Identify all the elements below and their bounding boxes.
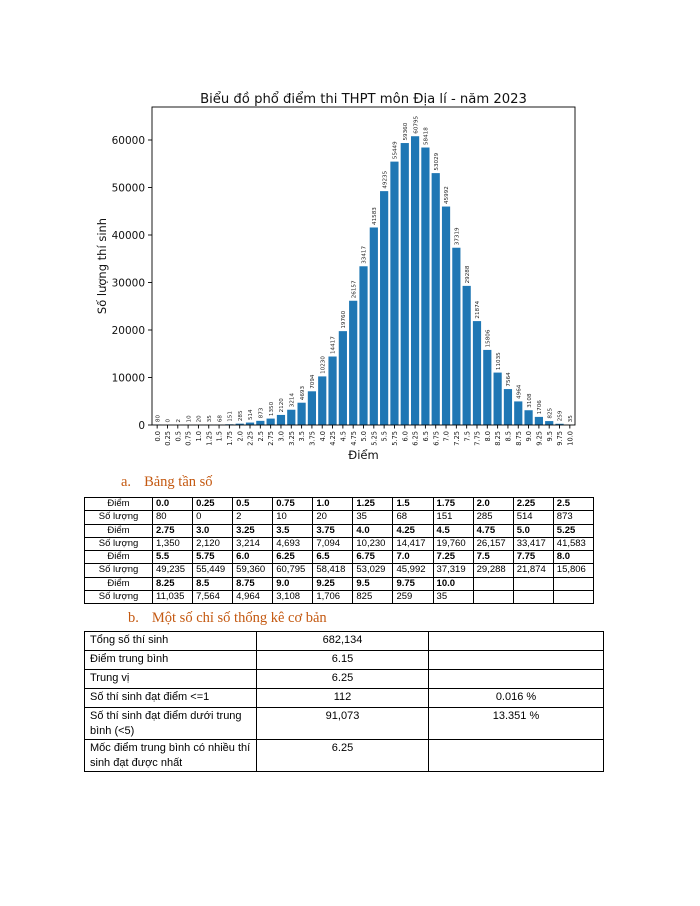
bar-value-label: 285 xyxy=(237,410,244,422)
table-cell: 3,108 xyxy=(273,591,313,604)
stats-percent-cell: 0.016 % xyxy=(429,689,604,708)
x-axis-label: Điểm xyxy=(348,448,379,462)
x-tick-label: 2.5 xyxy=(256,431,265,442)
score-distribution-figure xyxy=(85,88,590,468)
table-cell: 2 xyxy=(233,511,273,524)
bar-value-label: 26157 xyxy=(351,280,358,299)
bar xyxy=(277,415,285,425)
table-row xyxy=(85,524,594,537)
x-tick-label: 0.25 xyxy=(164,431,173,446)
x-tick-label: 4.25 xyxy=(329,431,338,446)
table-cell: 9.0 xyxy=(273,577,313,590)
chart-title: Biểu đồ phổ điểm thi THPT môn Địa lí - năm 2023 xyxy=(200,92,527,107)
bar-value-label: 11035 xyxy=(495,352,502,371)
x-tick-label: 3.5 xyxy=(298,431,307,442)
stats-percent-cell xyxy=(429,670,604,689)
table-cell: 3.0 xyxy=(193,524,233,537)
table-cell: 4.25 xyxy=(393,524,433,537)
x-tick-label: 1.5 xyxy=(215,431,224,442)
x-tick-label: 7.0 xyxy=(442,431,451,442)
table-cell: 15,806 xyxy=(553,564,593,577)
row-header-cell: Điểm xyxy=(85,498,153,511)
table-row xyxy=(85,651,604,670)
stats-value-cell: 6.25 xyxy=(257,670,429,689)
y-tick-label: 20000 xyxy=(111,324,145,337)
bar xyxy=(463,286,471,425)
y-axis-label: Số lượng thí sinh xyxy=(95,217,109,315)
x-tick-label: 7.75 xyxy=(473,431,482,446)
table-cell: 7.75 xyxy=(513,551,553,564)
stats-table-body xyxy=(85,632,604,772)
table-cell: 60,795 xyxy=(273,564,313,577)
table-cell: 3,214 xyxy=(233,537,273,550)
bar xyxy=(256,421,264,425)
table-cell: 4.5 xyxy=(433,524,473,537)
bar xyxy=(328,357,336,425)
bar-value-label: 1350 xyxy=(268,401,275,417)
bar xyxy=(483,350,491,425)
x-tick-label: 2.75 xyxy=(267,431,276,446)
row-header-cell: Số lượng xyxy=(85,537,153,550)
x-tick-label: 6.0 xyxy=(401,431,410,442)
table-cell: 59,360 xyxy=(233,564,273,577)
section-a-heading xyxy=(121,474,213,491)
table-cell: 259 xyxy=(393,591,433,604)
table-cell: 0.25 xyxy=(193,498,233,511)
stats-value-cell: 682,134 xyxy=(257,632,429,651)
bar-value-label: 7564 xyxy=(506,372,513,387)
table-cell: 10,230 xyxy=(353,537,393,550)
x-tick-label: 7.25 xyxy=(452,431,461,446)
stats-percent-cell xyxy=(429,632,604,651)
x-tick-label: 3.75 xyxy=(308,431,317,446)
frequency-table-body xyxy=(85,498,594,604)
bar xyxy=(504,389,512,425)
stats-value-cell: 6.15 xyxy=(257,651,429,670)
table-cell: 7.0 xyxy=(393,551,433,564)
x-tick-label: 1.25 xyxy=(205,431,214,446)
row-header-cell: Điểm xyxy=(85,551,153,564)
bar xyxy=(494,373,502,425)
row-header-cell: Số lượng xyxy=(85,511,153,524)
x-tick-label: 9.0 xyxy=(525,431,534,442)
table-cell: 5.75 xyxy=(193,551,233,564)
bar xyxy=(452,248,460,425)
bar xyxy=(514,401,522,425)
table-cell xyxy=(553,591,593,604)
table-cell: 19,760 xyxy=(433,537,473,550)
table-cell: 6.25 xyxy=(273,551,313,564)
table-row xyxy=(85,498,594,511)
table-cell xyxy=(553,577,593,590)
bar-value-label: 7094 xyxy=(310,374,317,389)
stats-label-cell: Tổng số thí sinh xyxy=(85,632,257,651)
bar-value-label: 19760 xyxy=(341,310,348,329)
bar-value-label: 825 xyxy=(547,407,554,419)
table-row xyxy=(85,670,604,689)
table-cell: 2.5 xyxy=(553,498,593,511)
table-row xyxy=(85,511,594,524)
x-tick-label: 0.75 xyxy=(184,431,193,446)
x-tick-label: 6.5 xyxy=(422,431,431,442)
bar xyxy=(432,173,440,425)
bar-value-label: 1706 xyxy=(537,400,544,415)
x-tick-label: 9.5 xyxy=(545,431,554,442)
table-row xyxy=(85,551,594,564)
stats-label-cell: Mốc điểm trung bình có nhiều thí sinh đạt được nhất xyxy=(85,740,257,772)
table-cell: 7,094 xyxy=(313,537,353,550)
table-cell: 151 xyxy=(433,511,473,524)
stats-value-cell: 6.25 xyxy=(257,740,429,772)
stats-table xyxy=(84,631,604,772)
bar-value-label: 151 xyxy=(227,411,234,422)
bar xyxy=(267,419,275,425)
bar-value-label: 59360 xyxy=(402,122,409,141)
table-row xyxy=(85,564,594,577)
bar xyxy=(421,148,429,425)
x-tick-label: 5.25 xyxy=(370,431,379,446)
bar xyxy=(535,417,543,425)
table-cell: 7.25 xyxy=(433,551,473,564)
table-cell: 1,350 xyxy=(153,537,193,550)
x-tick-label: 8.0 xyxy=(483,431,492,442)
stats-percent-cell: 13.351 % xyxy=(429,708,604,740)
table-row xyxy=(85,689,604,708)
x-tick-label: 5.0 xyxy=(360,431,369,442)
bar xyxy=(401,143,409,425)
score-distribution-chart xyxy=(85,88,590,468)
table-cell: 7.5 xyxy=(473,551,513,564)
bar-value-label: 873 xyxy=(258,407,265,419)
bar-value-label: 58418 xyxy=(423,127,430,146)
x-tick-label: 8.25 xyxy=(494,431,503,446)
x-tick-label: 5.5 xyxy=(380,431,389,442)
table-cell: 7,564 xyxy=(193,591,233,604)
table-cell: 35 xyxy=(353,511,393,524)
x-tick-label: 0.5 xyxy=(174,431,183,442)
table-row xyxy=(85,591,594,604)
y-tick-label: 50000 xyxy=(111,182,145,195)
bar-value-label: 20 xyxy=(196,415,203,423)
bar xyxy=(370,227,378,425)
table-cell: 873 xyxy=(553,511,593,524)
bar-value-label: 4964 xyxy=(516,384,523,399)
table-row xyxy=(85,740,604,772)
bar-value-label: 29288 xyxy=(464,265,471,284)
bar-value-label: 68 xyxy=(217,415,224,423)
x-tick-label: 8.5 xyxy=(504,431,513,442)
bar-value-label: 60795 xyxy=(413,115,420,134)
table-cell: 9.25 xyxy=(313,577,353,590)
x-tick-label: 3.25 xyxy=(287,431,296,446)
row-header-cell: Số lượng xyxy=(85,591,153,604)
table-cell: 8.5 xyxy=(193,577,233,590)
bar xyxy=(524,410,532,425)
row-header-cell: Điểm xyxy=(85,524,153,537)
bar xyxy=(308,391,316,425)
bar xyxy=(380,191,388,425)
bar-value-label: 35 xyxy=(568,415,575,423)
section-a-title: Bảng tần số xyxy=(144,474,213,490)
table-cell: 26,157 xyxy=(473,537,513,550)
table-cell: 2.25 xyxy=(513,498,553,511)
y-tick-label: 10000 xyxy=(111,372,145,385)
table-cell: 2,120 xyxy=(193,537,233,550)
bar-value-label: 2120 xyxy=(279,398,286,413)
x-tick-label: 4.0 xyxy=(318,431,327,442)
table-cell: 6.75 xyxy=(353,551,393,564)
bar xyxy=(359,266,367,425)
table-cell: 3.25 xyxy=(233,524,273,537)
table-cell: 1.75 xyxy=(433,498,473,511)
bar-value-label: 53029 xyxy=(433,152,440,171)
y-tick-label: 0 xyxy=(138,419,145,432)
stats-percent-cell xyxy=(429,740,604,772)
table-cell: 3.75 xyxy=(313,524,353,537)
section-b-title: Một số chỉ số thống kê cơ bản xyxy=(151,610,327,626)
table-cell: 37,319 xyxy=(433,564,473,577)
bar xyxy=(339,331,347,425)
table-cell: 5.25 xyxy=(553,524,593,537)
table-cell xyxy=(473,577,513,590)
table-cell: 68 xyxy=(393,511,433,524)
table-cell: 29,288 xyxy=(473,564,513,577)
table-cell: 4,693 xyxy=(273,537,313,550)
table-cell: 33,417 xyxy=(513,537,553,550)
y-tick-label: 60000 xyxy=(111,134,145,147)
table-cell: 0.0 xyxy=(153,498,193,511)
table-row xyxy=(85,708,604,740)
bar-value-label: 0 xyxy=(165,418,172,423)
table-row xyxy=(85,537,594,550)
table-cell: 1.25 xyxy=(353,498,393,511)
section-b-marker: b. xyxy=(128,610,139,626)
table-cell: 1,706 xyxy=(313,591,353,604)
bar-value-label: 45992 xyxy=(444,186,451,205)
table-cell: 9.75 xyxy=(393,577,433,590)
table-cell: 80 xyxy=(153,511,193,524)
bar-value-label: 35 xyxy=(206,415,213,423)
x-tick-label: 9.75 xyxy=(556,431,565,446)
table-cell: 514 xyxy=(513,511,553,524)
table-cell: 45,992 xyxy=(393,564,433,577)
x-tick-label: 9.25 xyxy=(535,431,544,446)
table-cell: 4.0 xyxy=(353,524,393,537)
bar-value-label: 4693 xyxy=(299,385,306,401)
x-tick-label: 2.0 xyxy=(236,431,245,442)
table-cell: 4.75 xyxy=(473,524,513,537)
table-cell: 5.5 xyxy=(153,551,193,564)
bar xyxy=(349,301,357,425)
bar-value-label: 3108 xyxy=(526,393,533,408)
bar-value-label: 15806 xyxy=(485,329,492,348)
stats-value-cell: 91,073 xyxy=(257,708,429,740)
row-header-cell: Điểm xyxy=(85,577,153,590)
bar-value-label: 14417 xyxy=(330,336,337,355)
bar-value-label: 80 xyxy=(155,414,162,423)
bar-value-label: 21874 xyxy=(475,300,482,319)
bar xyxy=(287,410,295,425)
table-cell: 58,418 xyxy=(313,564,353,577)
x-tick-label: 1.0 xyxy=(195,431,204,442)
table-cell: 9.5 xyxy=(353,577,393,590)
bar xyxy=(545,421,553,425)
table-cell: 285 xyxy=(473,511,513,524)
section-a-marker: a. xyxy=(121,474,132,490)
table-cell: 1.0 xyxy=(313,498,353,511)
table-cell: 14,417 xyxy=(393,537,433,550)
table-cell: 8.0 xyxy=(553,551,593,564)
x-tick-label: 6.75 xyxy=(432,431,441,446)
table-cell: 53,029 xyxy=(353,564,393,577)
table-cell: 21,874 xyxy=(513,564,553,577)
bar xyxy=(390,162,398,425)
table-cell: 6.5 xyxy=(313,551,353,564)
section-b-heading xyxy=(128,610,327,627)
table-cell xyxy=(513,577,553,590)
bar xyxy=(473,321,481,425)
table-cell: 0.75 xyxy=(273,498,313,511)
table-cell: 10.0 xyxy=(433,577,473,590)
stats-label-cell: Điểm trung bình xyxy=(85,651,257,670)
bar-value-label: 514 xyxy=(248,409,255,421)
table-cell: 5.0 xyxy=(513,524,553,537)
table-cell: 8.75 xyxy=(233,577,273,590)
frequency-table xyxy=(84,497,594,604)
table-cell: 3.5 xyxy=(273,524,313,537)
x-tick-label: 8.75 xyxy=(514,431,523,446)
table-cell: 1.5 xyxy=(393,498,433,511)
row-header-cell: Số lượng xyxy=(85,564,153,577)
table-row xyxy=(85,577,594,590)
table-cell: 35 xyxy=(433,591,473,604)
x-tick-label: 6.25 xyxy=(411,431,420,446)
bar-value-label: 10 xyxy=(186,415,193,423)
stats-label-cell: Trung vị xyxy=(85,670,257,689)
bar-value-label: 3214 xyxy=(289,392,296,408)
table-cell: 8.25 xyxy=(153,577,193,590)
table-cell: 2.0 xyxy=(473,498,513,511)
table-cell: 41,583 xyxy=(553,537,593,550)
stats-percent-cell xyxy=(429,651,604,670)
bar xyxy=(297,403,305,425)
x-tick-label: 2.25 xyxy=(246,431,255,446)
table-cell xyxy=(513,591,553,604)
bar-value-label: 33417 xyxy=(361,245,368,264)
stats-label-cell: Số thí sinh đạt điểm dưới trung bình (<5) xyxy=(85,708,257,740)
y-tick-label: 40000 xyxy=(111,229,145,242)
table-cell: 4,964 xyxy=(233,591,273,604)
x-tick-label: 3.0 xyxy=(277,431,286,442)
table-cell: 11,035 xyxy=(153,591,193,604)
bar-value-label: 10230 xyxy=(320,356,327,374)
table-cell: 55,449 xyxy=(193,564,233,577)
x-tick-label: 4.5 xyxy=(339,431,348,442)
bar xyxy=(318,376,326,425)
bar-value-label: 41583 xyxy=(372,207,379,225)
bar xyxy=(411,136,419,425)
bar-value-label: 55449 xyxy=(392,141,399,160)
bar-value-label: 2 xyxy=(175,418,182,423)
bar-value-label: 37319 xyxy=(454,227,461,246)
bar-value-label: 259 xyxy=(557,410,564,422)
stats-value-cell: 112 xyxy=(257,689,429,708)
table-cell: 6.0 xyxy=(233,551,273,564)
stats-label-cell: Số thí sinh đạt điểm <=1 xyxy=(85,689,257,708)
x-tick-label: 4.75 xyxy=(349,431,358,446)
y-tick-label: 30000 xyxy=(111,277,145,290)
table-row xyxy=(85,632,604,651)
x-tick-label: 5.75 xyxy=(391,431,400,446)
bar xyxy=(442,207,450,425)
table-cell: 0 xyxy=(193,511,233,524)
table-cell: 2.75 xyxy=(153,524,193,537)
x-tick-label: 1.75 xyxy=(225,431,234,446)
bar-value-label: 49235 xyxy=(382,170,389,189)
table-cell: 10 xyxy=(273,511,313,524)
table-cell: 0.5 xyxy=(233,498,273,511)
x-tick-label: 0.0 xyxy=(153,431,162,442)
x-tick-label: 7.5 xyxy=(463,431,472,442)
table-cell xyxy=(473,591,513,604)
table-cell: 825 xyxy=(353,591,393,604)
x-tick-label: 10.0 xyxy=(566,431,575,446)
table-cell: 49,235 xyxy=(153,564,193,577)
table-cell: 20 xyxy=(313,511,353,524)
